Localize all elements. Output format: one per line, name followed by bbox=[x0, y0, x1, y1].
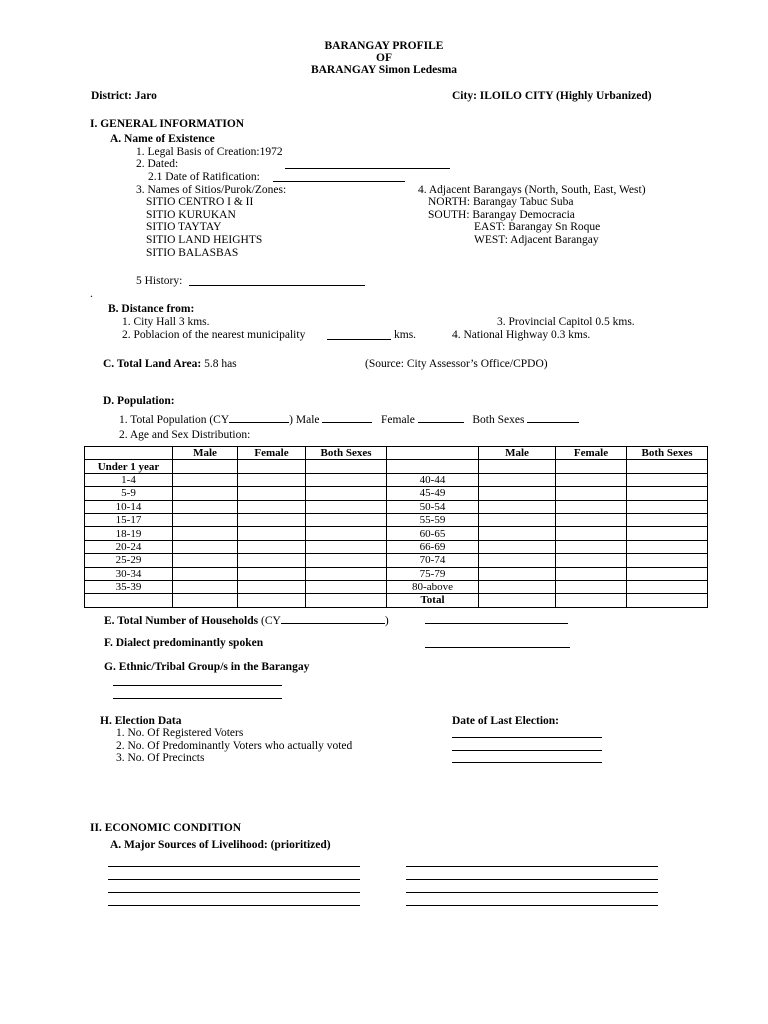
ethnic-label: G. Ethnic/Tribal Group/s in the Barangay bbox=[104, 661, 310, 673]
table-header-cell bbox=[85, 447, 173, 460]
count-cell[interactable] bbox=[627, 540, 708, 553]
count-cell[interactable] bbox=[627, 567, 708, 580]
count-cell[interactable] bbox=[479, 460, 556, 473]
section-economic-condition: II. ECONOMIC CONDITION bbox=[90, 822, 242, 834]
count-cell[interactable] bbox=[173, 473, 238, 486]
count-cell[interactable] bbox=[306, 487, 387, 500]
land-area-label: C. Total Land Area: bbox=[103, 358, 202, 370]
households-cy: (CY bbox=[261, 615, 281, 627]
count-cell[interactable] bbox=[479, 580, 556, 593]
count-cell[interactable] bbox=[556, 460, 627, 473]
livelihood-field[interactable] bbox=[108, 882, 360, 893]
total-population-row bbox=[119, 412, 579, 427]
count-cell[interactable] bbox=[479, 594, 556, 607]
population-heading: D. Population: bbox=[103, 395, 175, 407]
table-row bbox=[85, 527, 708, 540]
age-group-cell: Total bbox=[387, 594, 479, 607]
livelihood-field[interactable] bbox=[406, 869, 658, 880]
ratification-field[interactable] bbox=[273, 171, 405, 182]
sitio-item: SITIO KURUKAN bbox=[146, 209, 236, 221]
count-cell[interactable] bbox=[306, 527, 387, 540]
distance-heading: B. Distance from: bbox=[108, 303, 195, 315]
adjacent-south: SOUTH: Barangay Democracia bbox=[428, 209, 575, 221]
count-cell[interactable] bbox=[306, 473, 387, 486]
age-group-cell: 15-17 bbox=[85, 513, 173, 526]
age-group-cell: 75-79 bbox=[387, 567, 479, 580]
title-of: OF bbox=[376, 52, 392, 64]
livelihood-field[interactable] bbox=[108, 869, 360, 880]
count-cell[interactable] bbox=[173, 594, 238, 607]
adjacent-east: EAST: Barangay Sn Roque bbox=[474, 221, 601, 233]
count-cell[interactable] bbox=[306, 594, 387, 607]
age-group-cell: 80-above bbox=[387, 580, 479, 593]
count-cell[interactable] bbox=[306, 540, 387, 553]
table-row bbox=[85, 500, 708, 513]
age-group-cell: 10-14 bbox=[85, 500, 173, 513]
registered-voters-field[interactable] bbox=[452, 727, 602, 738]
history-label: 5 History: bbox=[136, 275, 183, 287]
distance-poblacion-label: 2. Poblacion of the nearest municipality bbox=[122, 329, 306, 341]
count-cell[interactable] bbox=[556, 554, 627, 567]
legal-basis: 1. Legal Basis of Creation:1972 bbox=[136, 146, 283, 158]
count-cell[interactable] bbox=[627, 460, 708, 473]
households-label: E. Total Number of Households bbox=[104, 615, 259, 627]
distance-poblacion-unit: kms. bbox=[394, 329, 417, 341]
age-group-cell: 1-4 bbox=[85, 473, 173, 486]
table-row bbox=[85, 554, 708, 567]
dialect-field[interactable] bbox=[425, 637, 570, 648]
count-cell[interactable] bbox=[238, 554, 306, 567]
last-election-heading: Date of Last Election: bbox=[452, 715, 559, 727]
actual-voters-field[interactable] bbox=[452, 740, 602, 751]
district: District: Jaro bbox=[91, 90, 157, 102]
count-cell[interactable] bbox=[238, 567, 306, 580]
count-cell[interactable] bbox=[238, 580, 306, 593]
age-group-cell: 60-65 bbox=[387, 527, 479, 540]
count-cell[interactable] bbox=[238, 527, 306, 540]
count-cell[interactable] bbox=[173, 460, 238, 473]
count-cell[interactable] bbox=[556, 594, 627, 607]
households-field[interactable] bbox=[425, 613, 568, 624]
count-cell[interactable] bbox=[627, 580, 708, 593]
adjacent-west: WEST: Adjacent Barangay bbox=[474, 234, 599, 246]
count-cell[interactable] bbox=[627, 513, 708, 526]
count-cell[interactable] bbox=[173, 540, 238, 553]
age-group-cell: 70-74 bbox=[387, 554, 479, 567]
count-cell[interactable] bbox=[479, 540, 556, 553]
count-cell[interactable] bbox=[556, 500, 627, 513]
registered-voters: 1. No. Of Registered Voters bbox=[116, 727, 244, 739]
male-field[interactable] bbox=[322, 412, 372, 423]
count-cell[interactable] bbox=[556, 487, 627, 500]
count-cell[interactable] bbox=[173, 487, 238, 500]
age-group-cell bbox=[387, 460, 479, 473]
total-population-label: 1. Total Population (CY bbox=[119, 414, 230, 426]
sitios-heading: 3. Names of Sitios/Purok/Zones: bbox=[136, 184, 287, 196]
table-row bbox=[85, 567, 708, 580]
ratification-label: 2.1 Date of Ratification: bbox=[148, 171, 260, 183]
count-cell[interactable] bbox=[173, 513, 238, 526]
land-area bbox=[103, 358, 237, 371]
age-group-cell: 30-34 bbox=[85, 567, 173, 580]
count-cell[interactable] bbox=[479, 500, 556, 513]
count-cell[interactable] bbox=[306, 513, 387, 526]
age-group-cell: 18-19 bbox=[85, 527, 173, 540]
ethnic-field[interactable] bbox=[113, 688, 282, 699]
table-row bbox=[85, 513, 708, 526]
election-heading: H. Election Data bbox=[100, 715, 182, 727]
count-cell[interactable] bbox=[306, 460, 387, 473]
count-cell[interactable] bbox=[173, 500, 238, 513]
count-cell[interactable] bbox=[173, 554, 238, 567]
table-header-cell bbox=[387, 447, 479, 460]
count-cell[interactable] bbox=[556, 540, 627, 553]
livelihood-field[interactable] bbox=[406, 882, 658, 893]
adjacent-heading: 4. Adjacent Barangays (North, South, East, West) bbox=[418, 184, 646, 196]
table-header-cell: Male bbox=[173, 447, 238, 460]
precincts-field[interactable] bbox=[452, 752, 602, 763]
count-cell[interactable] bbox=[238, 460, 306, 473]
table-header-cell: Female bbox=[556, 447, 627, 460]
count-cell[interactable] bbox=[173, 567, 238, 580]
livelihood-field[interactable] bbox=[108, 895, 360, 906]
count-cell[interactable] bbox=[173, 527, 238, 540]
land-area-value: 5.8 has bbox=[204, 358, 237, 370]
name-of-existence-heading: A. Name of Existence bbox=[110, 133, 215, 145]
section-general-information: I. GENERAL INFORMATION bbox=[90, 118, 245, 130]
sitio-item: SITIO TAYTAY bbox=[146, 221, 222, 233]
age-group-cell: 35-39 bbox=[85, 580, 173, 593]
distance-capitol: 3. Provincial Capitol 0.5 kms. bbox=[497, 316, 635, 328]
distance-highway: 4. National Highway 0.3 kms. bbox=[452, 329, 591, 341]
count-cell[interactable] bbox=[238, 540, 306, 553]
table-header-cell: Both Sexes bbox=[306, 447, 387, 460]
count-cell[interactable] bbox=[173, 580, 238, 593]
age-group-cell: 5-9 bbox=[85, 487, 173, 500]
female-label: Female bbox=[381, 414, 415, 426]
male-label: ) Male bbox=[289, 414, 320, 426]
history-field[interactable] bbox=[189, 275, 365, 286]
livelihood-field[interactable] bbox=[108, 856, 360, 867]
ethnic-field[interactable] bbox=[113, 675, 282, 686]
age-group-cell: 25-29 bbox=[85, 554, 173, 567]
age-group-cell: 50-54 bbox=[387, 500, 479, 513]
distance-city-hall: 1. City Hall 3 kms. bbox=[122, 316, 210, 328]
age-group-cell: 45-49 bbox=[387, 487, 479, 500]
count-cell[interactable] bbox=[479, 567, 556, 580]
land-area-source: (Source: City Assessor’s Office/CPDO) bbox=[365, 358, 548, 370]
count-cell[interactable] bbox=[479, 487, 556, 500]
sitio-item: SITIO LAND HEIGHTS bbox=[146, 234, 263, 246]
count-cell[interactable] bbox=[556, 527, 627, 540]
age-group-cell: 20-24 bbox=[85, 540, 173, 553]
count-cell[interactable] bbox=[556, 473, 627, 486]
table-row bbox=[85, 580, 708, 593]
count-cell[interactable] bbox=[627, 554, 708, 567]
table-row bbox=[85, 460, 708, 473]
age-sex-heading: 2. Age and Sex Distribution: bbox=[119, 429, 251, 441]
table-row bbox=[85, 487, 708, 500]
actual-voters: 2. No. Of Predominantly Voters who actually voted bbox=[116, 740, 353, 752]
both-sexes-label: Both Sexes bbox=[472, 414, 525, 426]
count-cell[interactable] bbox=[479, 554, 556, 567]
count-cell[interactable] bbox=[238, 473, 306, 486]
poblacion-field[interactable] bbox=[327, 329, 391, 340]
stray-dot: . bbox=[90, 288, 93, 300]
count-cell[interactable] bbox=[627, 473, 708, 486]
sitio-item: SITIO CENTRO I & II bbox=[146, 196, 254, 208]
count-cell[interactable] bbox=[306, 500, 387, 513]
dated-field[interactable] bbox=[285, 158, 450, 169]
dialect-label: F. Dialect predominantly spoken bbox=[104, 637, 264, 649]
city: City: ILOILO CITY (Highly Urbanized) bbox=[452, 90, 652, 102]
age-group-cell: 66-69 bbox=[387, 540, 479, 553]
count-cell[interactable] bbox=[306, 554, 387, 567]
count-cell[interactable] bbox=[479, 527, 556, 540]
table-row bbox=[85, 594, 708, 607]
age-group-cell: Under 1 year bbox=[85, 460, 173, 473]
households-row bbox=[104, 613, 389, 628]
page-title: BARANGAY PROFILE bbox=[324, 40, 444, 52]
table-row bbox=[85, 473, 708, 486]
count-cell[interactable] bbox=[627, 594, 708, 607]
sitio-item: SITIO BALASBAS bbox=[146, 247, 239, 259]
cy-field[interactable] bbox=[229, 412, 289, 423]
adjacent-north: NORTH: Barangay Tabuc Suba bbox=[428, 196, 574, 208]
count-cell[interactable] bbox=[306, 567, 387, 580]
dated-label: 2. Dated: bbox=[136, 158, 179, 170]
count-cell[interactable] bbox=[238, 594, 306, 607]
both-sexes-field[interactable] bbox=[527, 412, 579, 423]
barangay-name: BARANGAY Simon Ledesma bbox=[310, 64, 458, 76]
livelihood-heading: A. Major Sources of Livelihood: (prioritized) bbox=[110, 839, 331, 851]
age-group-cell: 40-44 bbox=[387, 473, 479, 486]
count-cell[interactable] bbox=[556, 580, 627, 593]
age-group-cell bbox=[85, 594, 173, 607]
table-header-cell: Both Sexes bbox=[627, 447, 708, 460]
table-header-cell: Male bbox=[479, 447, 556, 460]
count-cell[interactable] bbox=[627, 500, 708, 513]
count-cell[interactable] bbox=[479, 513, 556, 526]
table-row bbox=[85, 540, 708, 553]
table-header-cell: Female bbox=[238, 447, 306, 460]
count-cell[interactable] bbox=[556, 513, 627, 526]
count-cell[interactable] bbox=[238, 487, 306, 500]
count-cell[interactable] bbox=[238, 513, 306, 526]
table-header-row bbox=[85, 447, 708, 460]
female-field[interactable] bbox=[418, 412, 464, 423]
households-cy-field[interactable] bbox=[281, 613, 385, 624]
count-cell[interactable] bbox=[238, 500, 306, 513]
count-cell[interactable] bbox=[479, 473, 556, 486]
age-group-cell: 55-59 bbox=[387, 513, 479, 526]
count-cell[interactable] bbox=[627, 487, 708, 500]
count-cell[interactable] bbox=[306, 580, 387, 593]
count-cell[interactable] bbox=[556, 567, 627, 580]
precincts: 3. No. Of Precincts bbox=[116, 752, 205, 764]
livelihood-field[interactable] bbox=[406, 895, 658, 906]
households-close: ) bbox=[384, 615, 389, 627]
age-sex-table bbox=[84, 446, 708, 608]
count-cell[interactable] bbox=[627, 527, 708, 540]
livelihood-field[interactable] bbox=[406, 856, 658, 867]
